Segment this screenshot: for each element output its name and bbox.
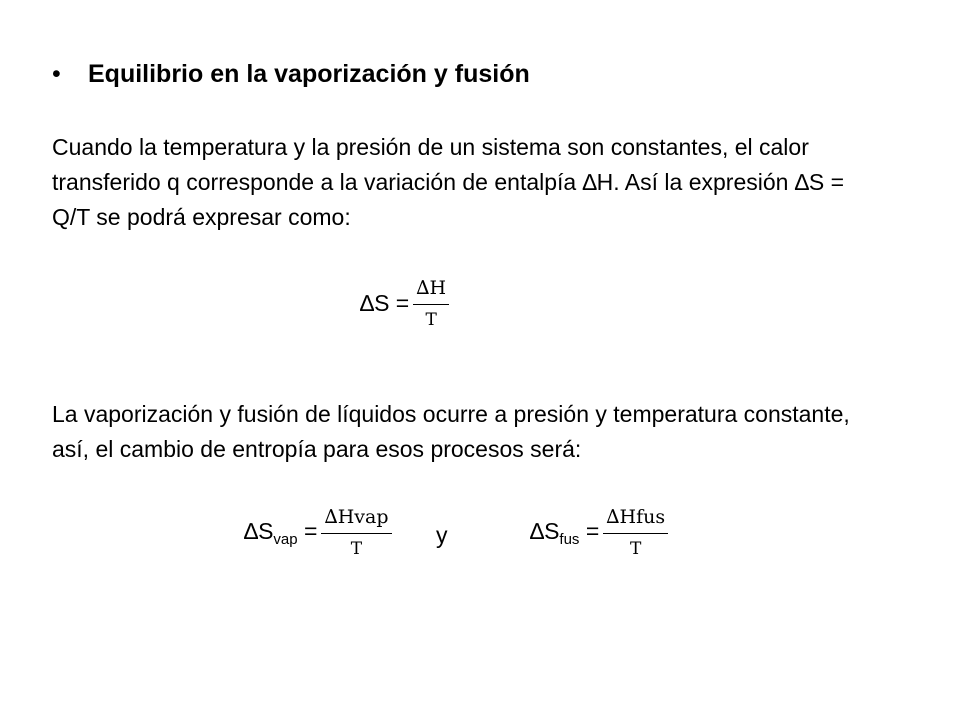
paragraph-enthalpy: Cuando la temperatura y la presión de un sistema son constantes, el calor transferido q corresponde a la variación de entalpía ∆H. Así la expresión ∆S = Q/T se podrá expresar como: (52, 134, 845, 230)
formula-lhs (530, 518, 599, 548)
fraction-numerator: ∆H (413, 276, 449, 305)
fraction-denominator: T (350, 539, 363, 559)
conjunction: y (436, 522, 448, 548)
fraction (413, 276, 449, 331)
fraction (603, 505, 668, 560)
formula-entropy-general (360, 276, 449, 331)
fraction (321, 505, 391, 560)
fraction-numerator: ∆Hvap (321, 505, 391, 534)
formula-entropy-vaporization (244, 505, 392, 560)
paragraph-vaporization: La vaporización y fusión de líquidos ocurre a presión y temperatura constante, así, el cambio de entropía para esos procesos será: (52, 401, 850, 462)
fraction-denominator: T (425, 310, 437, 330)
formula-lhs (244, 518, 317, 548)
formula-lhs: ∆S = (360, 290, 410, 316)
lhs-subscript: vap (273, 530, 298, 548)
lhs-subscript: fus (559, 530, 580, 548)
heading-text: Equilibrio en la vaporización y fusión (88, 60, 530, 88)
equals-sign: = (304, 517, 318, 544)
section-heading (52, 60, 530, 89)
lhs-symbol: ∆S (244, 517, 274, 544)
formula-entropy-fusion (530, 505, 668, 560)
fraction-denominator: T (630, 539, 642, 559)
fraction-numerator: ∆Hfus (603, 505, 668, 534)
bullet: • (52, 60, 61, 88)
equals-sign: = (585, 517, 600, 544)
lhs-symbol: ∆S (530, 517, 560, 544)
